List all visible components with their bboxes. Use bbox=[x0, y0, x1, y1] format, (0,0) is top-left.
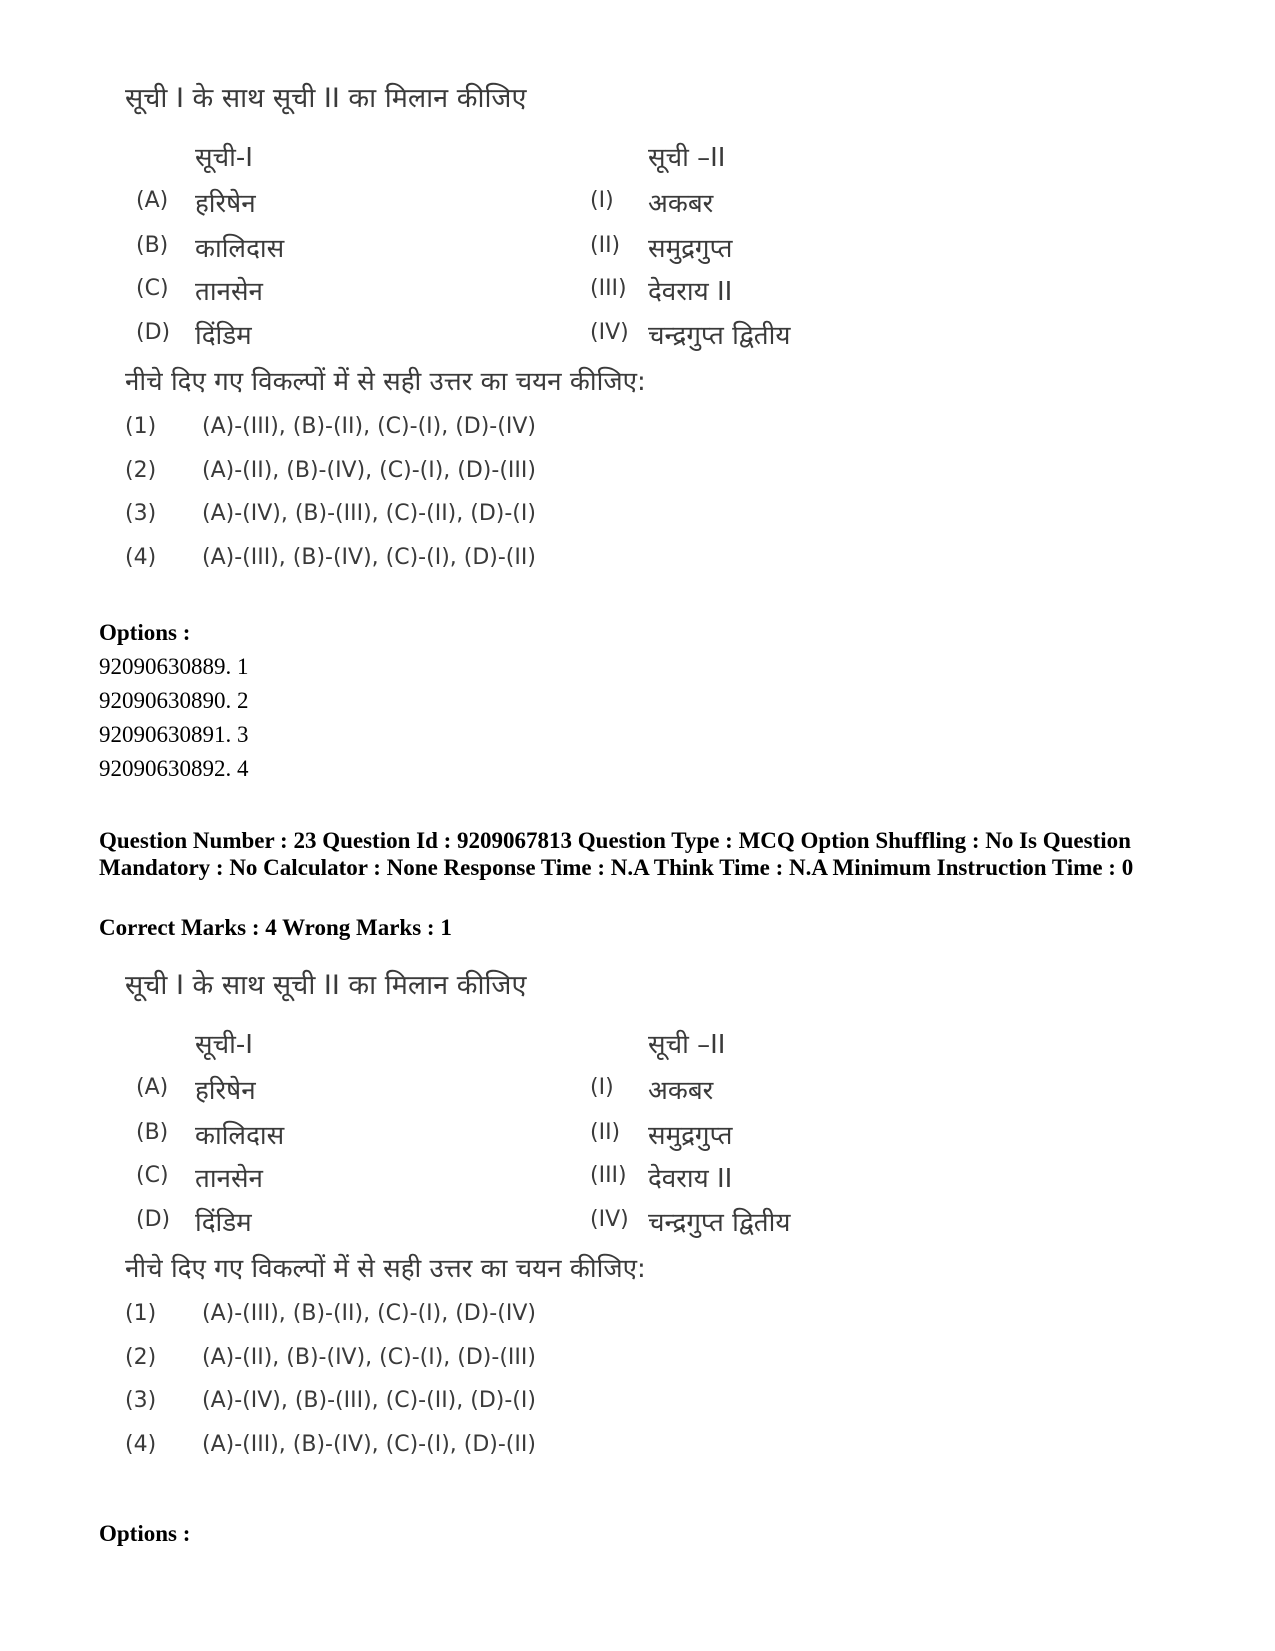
match-row bbox=[0, 1203, 1275, 1243]
answer-choice bbox=[0, 545, 1275, 581]
list-1-label: (C) bbox=[136, 1163, 169, 1188]
answer-text: (A)-(IV), (B)-(III), (C)-(II), (D)-(I) bbox=[202, 1388, 536, 1413]
list-2-label: (II) bbox=[590, 233, 621, 258]
list-1-value: हरिषेन bbox=[195, 189, 256, 219]
list-2-value: चन्द्रगुप्त द्वितीय bbox=[648, 321, 791, 351]
list-1-label: (A) bbox=[136, 188, 169, 213]
list-1-value: दिंडिम bbox=[195, 1208, 252, 1238]
list-1-value: हरिषेन bbox=[195, 1076, 256, 1106]
answer-number: (1) bbox=[125, 414, 157, 439]
match-row bbox=[0, 1159, 1275, 1199]
list-1-heading: सूची-I bbox=[195, 1030, 253, 1060]
list-1-value: दिंडिम bbox=[195, 321, 252, 351]
match-row bbox=[0, 184, 1275, 224]
option-item: 92090630890. 2 bbox=[99, 688, 249, 713]
list-1-label: (B) bbox=[136, 1120, 169, 1145]
question-title: सूची I के साथ सूची II का मिलान कीजिए bbox=[125, 83, 527, 114]
list-1-value: तानसेन bbox=[195, 1164, 263, 1194]
answer-number: (1) bbox=[125, 1301, 157, 1326]
list-1-label: (D) bbox=[136, 1207, 171, 1232]
answer-text: (A)-(IV), (B)-(III), (C)-(II), (D)-(I) bbox=[202, 501, 536, 526]
list-1-value: कालिदास bbox=[195, 234, 285, 264]
match-row bbox=[0, 1071, 1275, 1111]
list-1-label: (A) bbox=[136, 1075, 169, 1100]
list-2-label: (I) bbox=[590, 1075, 614, 1100]
match-row bbox=[0, 1116, 1275, 1156]
list-1-value: तानसेन bbox=[195, 277, 263, 307]
answer-text: (A)-(II), (B)-(IV), (C)-(I), (D)-(III) bbox=[202, 1345, 536, 1370]
list-1-heading: सूची-I bbox=[195, 143, 253, 173]
answer-number: (4) bbox=[125, 545, 157, 570]
option-item: 92090630892. 4 bbox=[99, 756, 249, 781]
answer-number: (2) bbox=[125, 458, 157, 483]
list-2-label: (III) bbox=[590, 1163, 627, 1188]
match-row bbox=[0, 316, 1275, 356]
answer-choice bbox=[0, 458, 1275, 494]
answer-text: (A)-(III), (B)-(IV), (C)-(I), (D)-(II) bbox=[202, 545, 536, 570]
list-2-label: (I) bbox=[590, 188, 614, 213]
answer-choice bbox=[0, 1301, 1275, 1337]
options-heading: Options : bbox=[99, 1521, 191, 1546]
answer-number: (3) bbox=[125, 501, 157, 526]
list-2-value: चन्द्रगुप्त द्वितीय bbox=[648, 1208, 791, 1238]
list-2-label: (IV) bbox=[590, 320, 629, 345]
list-2-value: समुद्रगुप्त bbox=[648, 234, 733, 264]
answer-choice bbox=[0, 501, 1275, 537]
answer-instruction: नीचे दिए गए विकल्पों में से सही उत्तर का चयन कीजिए: bbox=[125, 1254, 646, 1284]
list-2-value: देवराय II bbox=[648, 277, 733, 307]
list-2-value: अकबर bbox=[648, 189, 714, 219]
list-1-label: (B) bbox=[136, 233, 169, 258]
match-row bbox=[0, 229, 1275, 269]
answer-text: (A)-(III), (B)-(II), (C)-(I), (D)-(IV) bbox=[202, 414, 536, 439]
options-heading: Options : bbox=[99, 620, 191, 645]
answer-choice bbox=[0, 1432, 1275, 1468]
answer-number: (2) bbox=[125, 1345, 157, 1370]
answer-text: (A)-(III), (B)-(IV), (C)-(I), (D)-(II) bbox=[202, 1432, 536, 1457]
list-2-label: (II) bbox=[590, 1120, 621, 1145]
match-row bbox=[0, 272, 1275, 312]
question-meta-text: Question Number : 23 Question Id : 9209067813 Question Type : MCQ Option Shuffling : No Is Question Mandatory : No Calculator : None Response Time : N.A Think Time : N.A Minimum Instruction Time : 0 bbox=[99, 828, 1134, 880]
answer-instruction: नीचे दिए गए विकल्पों में से सही उत्तर का चयन कीजिए: bbox=[125, 367, 646, 397]
option-item: 92090630889. 1 bbox=[99, 654, 249, 679]
list-2-value: समुद्रगुप्त bbox=[648, 1121, 733, 1151]
list-2-value: देवराय II bbox=[648, 1164, 733, 1194]
option-item: 92090630891. 3 bbox=[99, 722, 249, 747]
list-2-label: (III) bbox=[590, 276, 627, 301]
answer-choice bbox=[0, 1345, 1275, 1381]
answer-choice bbox=[0, 1388, 1275, 1424]
list-2-heading: सूची –II bbox=[648, 143, 726, 173]
answer-text: (A)-(II), (B)-(IV), (C)-(I), (D)-(III) bbox=[202, 458, 536, 483]
list-2-heading: सूची –II bbox=[648, 1030, 726, 1060]
answer-number: (3) bbox=[125, 1388, 157, 1413]
answer-text: (A)-(III), (B)-(II), (C)-(I), (D)-(IV) bbox=[202, 1301, 536, 1326]
list-1-label: (D) bbox=[136, 320, 171, 345]
answer-number: (4) bbox=[125, 1432, 157, 1457]
list-1-label: (C) bbox=[136, 276, 169, 301]
marks-text: Correct Marks : 4 Wrong Marks : 1 bbox=[99, 915, 452, 940]
question-title: सूची I के साथ सूची II का मिलान कीजिए bbox=[125, 970, 527, 1001]
answer-choice bbox=[0, 414, 1275, 450]
list-2-label: (IV) bbox=[590, 1207, 629, 1232]
list-1-value: कालिदास bbox=[195, 1121, 285, 1151]
list-2-value: अकबर bbox=[648, 1076, 714, 1106]
